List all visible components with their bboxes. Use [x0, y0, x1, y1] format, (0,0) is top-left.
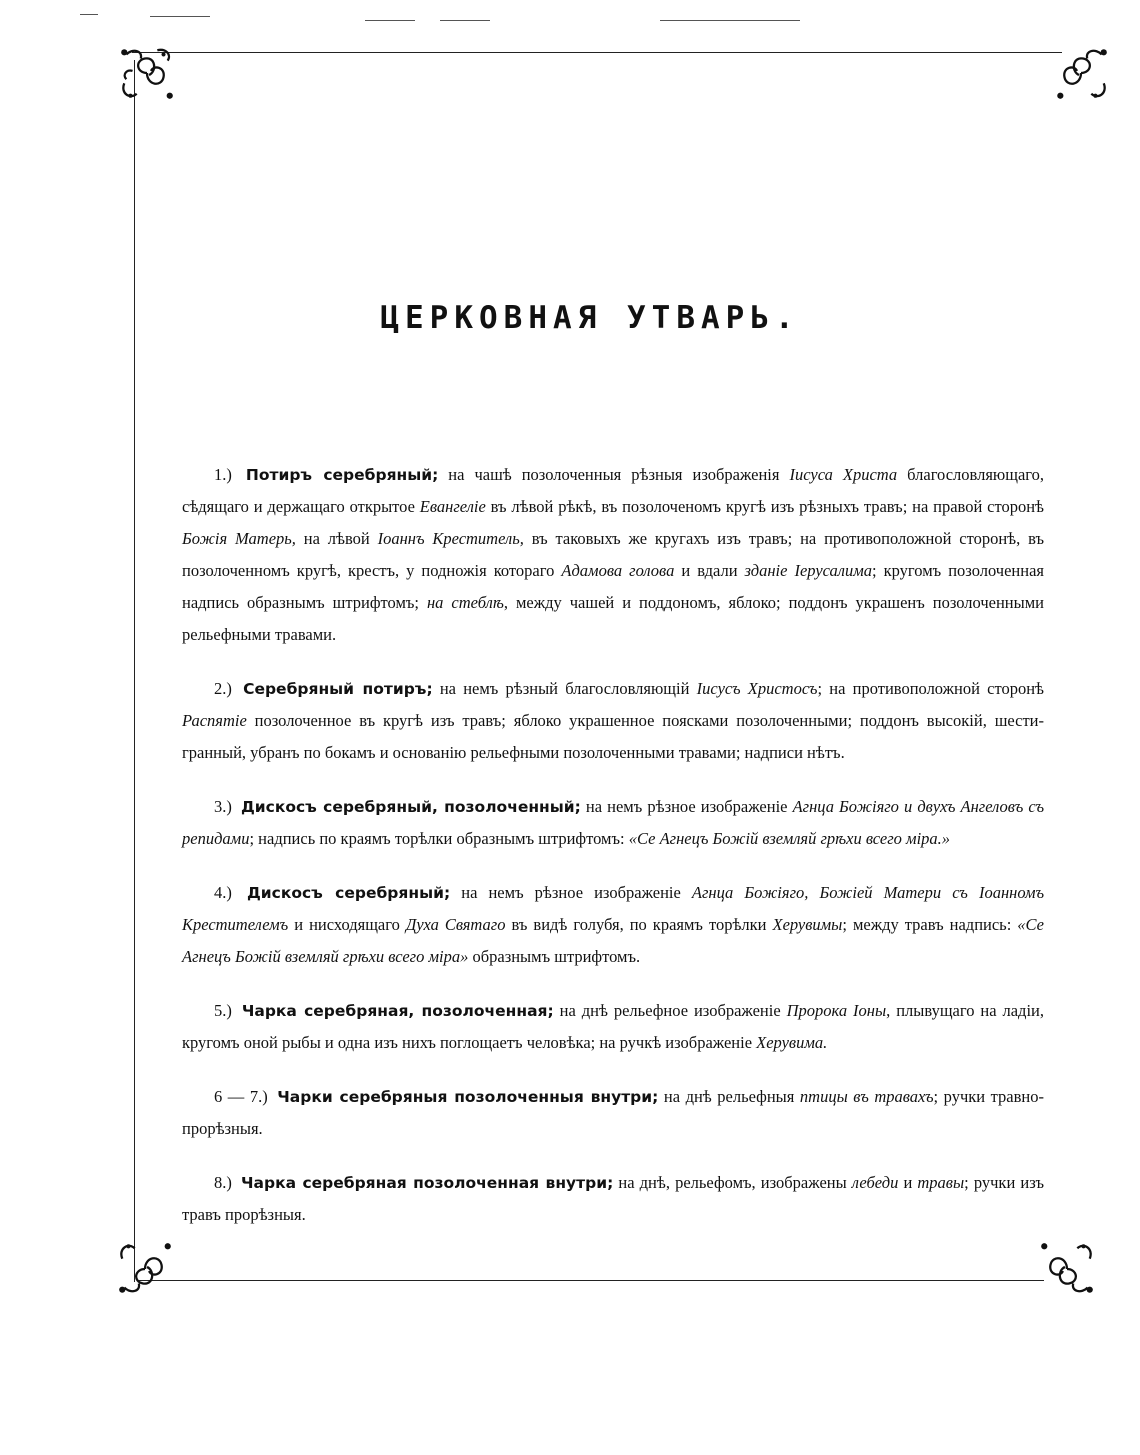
item-text: образнымъ штрифтомъ. [468, 947, 641, 966]
item-number: 4.) [214, 883, 232, 902]
item-heading: Серебряный потиръ; [243, 680, 433, 698]
item-italic-text: «Се Агнецъ Божій вземляй грѣхи всего міра» [182, 915, 1044, 966]
scan-mark [365, 20, 415, 21]
item-text: на днѣ рельефное изображеніе [553, 1001, 787, 1020]
item-italic-text: Духа Святаго [405, 915, 506, 934]
floral-corner-icon [1050, 42, 1112, 104]
item-number: 8.) [214, 1173, 232, 1192]
scan-mark [440, 20, 490, 21]
item-text: ; на противоположной сторонѣ [817, 679, 1045, 698]
item-text: и нисходящаго [288, 915, 406, 934]
floral-corner-icon [114, 1238, 176, 1300]
item-text: ; между травъ надпись: [842, 915, 1018, 934]
frame-top-rule [132, 52, 1062, 53]
item-italic-text: Распятіе [182, 711, 247, 730]
list-item [182, 791, 1044, 855]
item-italic-text: Іисусъ Христосъ [696, 679, 818, 698]
item-heading: Дискосъ серебряный, позолоченный; [240, 798, 581, 816]
list-item [182, 877, 1044, 973]
scan-mark [80, 14, 98, 15]
item-text: на немъ рѣзное изображеніе [450, 883, 692, 902]
item-italic-text: Херувимы [772, 915, 843, 934]
item-italic-text: Агнца Божіяго и двухъ Ангеловъ съ репидами [182, 797, 1045, 848]
item-italic-text: «Се Агнецъ Божій вземляй грѣхи всего міра.» [628, 829, 951, 848]
list-item [182, 459, 1044, 651]
item-text: и вдали [674, 561, 745, 580]
frame-left-rule [134, 60, 135, 1282]
item-text: на лѣвой [295, 529, 378, 548]
item-italic-text: Евангеліе [419, 497, 486, 516]
floral-corner-icon [1036, 1238, 1098, 1300]
item-heading: Чарка серебряная, позолоченная; [241, 1002, 554, 1020]
scan-mark [150, 16, 210, 17]
item-italic-text: Пророка Іоны [786, 1001, 887, 1020]
item-italic-text: травы [917, 1173, 965, 1192]
item-text: , между чашей и поддономъ, яблоко; поддонъ украшенъ позолоченными рельефными травами. [182, 593, 1044, 644]
item-text: ; ручки травно-прорѣзныя. [182, 1087, 1044, 1138]
page-title: ЦЕРКОВНАЯ УТВАРЬ. [380, 300, 800, 336]
item-text: , плывущаго на ладіи, кругомъ оной рыбы и одна изъ нихъ поглощаетъ человѣка; на ручкѣ изображеніе [182, 1001, 1044, 1052]
item-text: ; кругомъ позолоченная надпись образнымъ штрифтомъ; [182, 561, 1044, 612]
item-italic-text: Адамова голова [561, 561, 675, 580]
item-italic-text: Іоаннъ Креститель, [377, 529, 524, 548]
item-italic-text: на стеблѣ [427, 593, 504, 612]
list-item [182, 1167, 1044, 1231]
item-italic-text: Іисуса Христа [789, 465, 898, 484]
item-text: и [898, 1173, 918, 1192]
item-text: благословляющаго, сѣдящаго и держащаго открытое [182, 465, 1044, 516]
item-heading: Чарки серебряныя позолоченныя внутри; [277, 1088, 659, 1106]
item-heading: Дискосъ серебряный; [246, 884, 451, 902]
item-italic-text: Божія Матерь, [182, 529, 296, 548]
item-number: 6 — 7.) [214, 1087, 268, 1106]
item-heading: Чарка серебряная позолоченная внутри; [241, 1174, 614, 1192]
frame-bottom-rule [138, 1280, 1044, 1281]
item-text: на чашѣ позолоченныя рѣзныя изображенія [438, 465, 790, 484]
item-number: 3.) [214, 797, 232, 816]
item-italic-text: Херувима. [756, 1033, 828, 1052]
item-number: 2.) [214, 679, 232, 698]
item-italic-text: лебеди [851, 1173, 899, 1192]
list-item [182, 1081, 1044, 1145]
item-list [182, 459, 1044, 1253]
item-italic-text: Агнца Божіяго, Божіей Матери съ Іоанномъ Крестителемъ [182, 883, 1045, 934]
item-text: на немъ рѣзный благословляющій [432, 679, 697, 698]
list-item [182, 995, 1044, 1059]
item-text: ; надпись по краямъ торѣлки образнымъ штрифтомъ: [249, 829, 629, 848]
item-italic-text: зданіе Іерусалима [744, 561, 873, 580]
item-text: на днѣ рельефныя [658, 1087, 800, 1106]
item-text: въ таковыхъ же кругахъ изъ травъ; на противоположной сторонѣ, въ позолоченномъ кругѣ, крестъ, у подножія котораго [182, 529, 1045, 580]
item-text: на немъ рѣзное изображеніе [580, 797, 793, 816]
item-text: позолоченное въ кругѣ изъ травъ; яблоко украшенное поясками позолоченными; поддонъ высокій, шести-гранный, убранъ по бокамъ и основанію рельефными позолоченными травами; надписи нѣтъ. [182, 711, 1044, 762]
item-heading: Потиръ серебряный; [245, 466, 439, 484]
list-item [182, 673, 1044, 769]
item-text: ; ручки изъ травъ прорѣзныя. [182, 1173, 1044, 1224]
item-text: на днѣ, рельефомъ, изображены [613, 1173, 852, 1192]
item-number: 5.) [214, 1001, 232, 1020]
item-number: 1.) [214, 465, 232, 484]
item-italic-text: птицы въ травахъ [799, 1087, 934, 1106]
scan-mark [660, 20, 800, 21]
item-text: въ лѣвой рѣкѣ, въ позолоченомъ кругѣ изъ рѣзныхъ травъ; на правой сторонѣ [485, 497, 1044, 516]
item-text: въ видѣ голубя, по краямъ торѣлки [505, 915, 773, 934]
floral-corner-icon [116, 42, 178, 104]
